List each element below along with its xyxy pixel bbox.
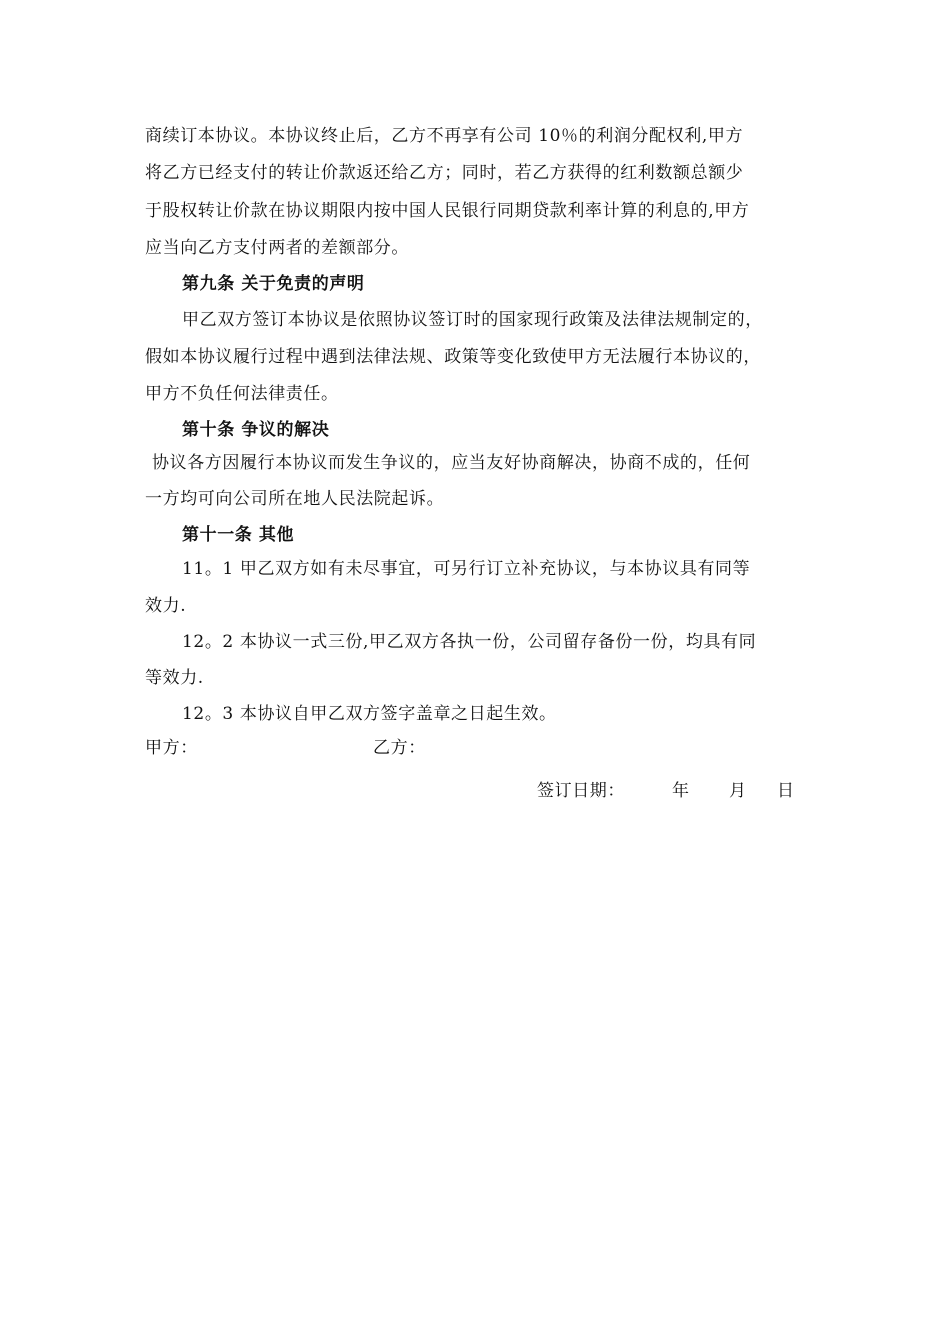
clause-11-1-cont: 效力. <box>145 596 187 616</box>
clause-11-1: 11。1 甲乙双方如有未尽事宜，可另行订立补充协议，与本协议具有同等 <box>182 559 751 579</box>
paragraph-line: 将乙方已经支付的转让价款返还给乙方；同时，若乙方获得的红利数额总额少 <box>145 163 744 183</box>
paragraph-line: 商续订本协议。本协议终止后，乙方不再享有公司 10％的利润分配权利,甲方 <box>145 126 744 146</box>
party-a-label: 甲方： <box>145 738 198 758</box>
article-10-heading: 第十条 争议的解决 <box>182 420 330 440</box>
paragraph-line: 应当向乙方支付两者的差额部分。 <box>145 238 409 258</box>
paragraph-line: 一方均可向公司所在地人民法院起诉。 <box>145 489 445 509</box>
paragraph-line: 甲方不负任何法律责任。 <box>145 384 339 404</box>
article-11-heading: 第十一条 其他 <box>182 525 295 545</box>
signing-date-label: 签订日期： <box>537 781 625 801</box>
paragraph-line: 协议各方因履行本协议而发生争议的，应当友好协商解决，协商不成的，任何 <box>152 453 751 473</box>
paragraph-line: 甲乙双方签订本协议是依照协议签订时的国家现行政策及法律法规制定的， <box>182 310 763 330</box>
clause-12-2-cont: 等效力. <box>145 668 204 688</box>
clause-12-2: 12。2 本协议一式三份,甲乙双方各执一份，公司留存备份一份，均具有同 <box>182 632 757 652</box>
clause-12-3: 12。3 本协议自甲乙双方签字盖章之日起生效。 <box>182 704 557 724</box>
article-9-heading: 第九条 关于免责的声明 <box>182 274 365 294</box>
date-month-label: 月 <box>729 781 747 801</box>
paragraph-line: 于股权转让价款在协议期限内按中国人民银行同期贷款利率计算的利息的,甲方 <box>145 201 750 221</box>
party-b-label: 乙方： <box>373 738 426 758</box>
date-year-label: 年 <box>672 781 690 801</box>
paragraph-line: 假如本协议履行过程中遇到法律法规、政策等变化致使甲方无法履行本协议的， <box>145 347 761 367</box>
date-day-label: 日 <box>777 781 795 801</box>
